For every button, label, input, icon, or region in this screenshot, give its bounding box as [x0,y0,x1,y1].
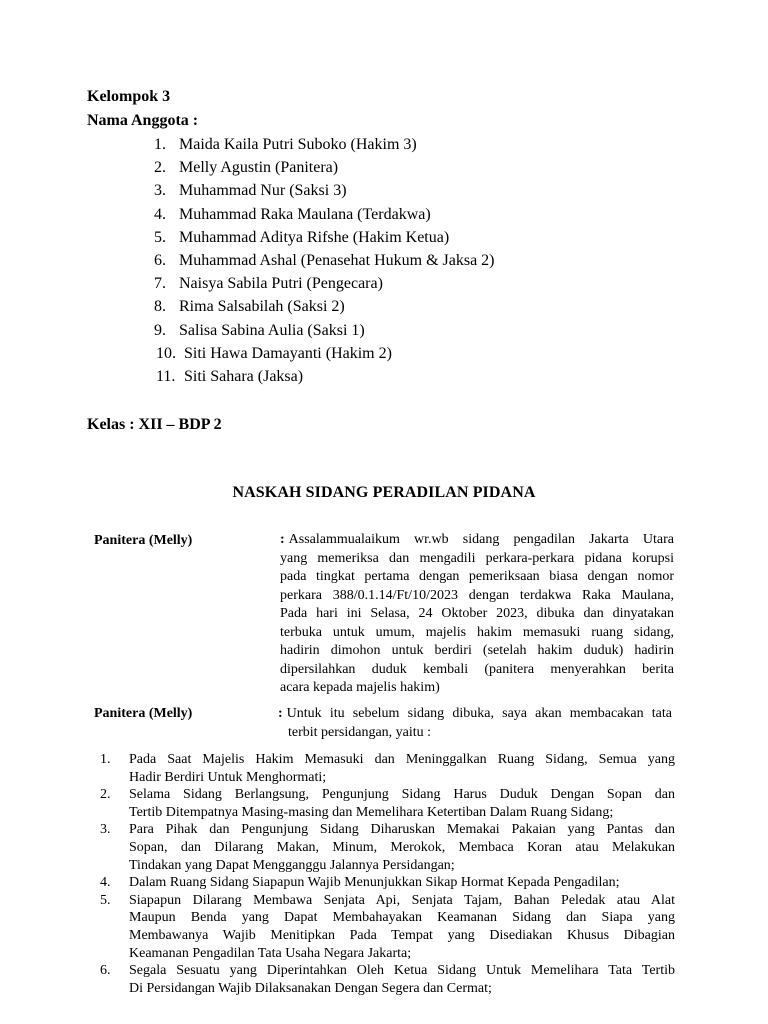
dialog-text [278,705,672,742]
member-name: Muhammad Raka Maulana (Terdakwa) [179,205,431,223]
list-item [100,874,675,892]
list-number: 8. [154,298,166,316]
list-item [156,365,495,388]
class-label: Kelas : XII – BDP 2 [87,416,222,433]
rule-line: Para Pihak dan Pengunjung Sidang Diharuskan Memakai Pakaian yang Pantas dan [129,822,675,838]
list-number: 5. [100,892,111,908]
dialog-line: hadirin dimohon untuk berdiri (setelah hakim duduk) hadirin [280,643,674,658]
rule-line: Dalam Ruang Sidang Siapapun Wajib Menunjukkan Sikap Hormat Kepada Pengadilan; [129,875,620,891]
rule-line: Selama Sidang Berlangsung, Pengunjung Sidang Harus Duduk Dengan Sopan dan [129,787,675,803]
rule-line: Di Persidangan Wajib Dilaksanakan Dengan Segera dan Cermat; [129,980,492,996]
list-number: 2. [154,159,166,177]
list-number: 6. [154,251,166,269]
dialog-line: acara kepada majelis hakim) [280,680,440,695]
list-item [154,249,495,272]
list-number: 1. [154,136,166,153]
dialog-line: terbuka untuk umum, majelis hakim memasuki ruang sidang, [280,624,674,640]
dialog-colon: : [278,706,283,721]
member-name: Muhammad Aditya Rifshe (Hakim Ketua) [179,228,450,246]
rules-list [100,751,675,997]
document-title: NASKAH SIDANG PERADILAN PIDANA [232,484,536,501]
member-name: Muhammad Nur (Saksi 3) [179,182,347,200]
dialog-line: Pada hari ini Selasa, 24 Oktober 2023, dibuka dan dinyatakan [280,606,674,621]
list-number: 3. [154,182,166,200]
list-number: 5. [154,228,166,246]
list-number: 6. [100,963,111,979]
list-number: 1. [100,752,111,767]
list-number: 2. [100,787,111,803]
dialog-line: pada tingkat pertama dengan pemeriksaan biasa dengan nomor [280,569,674,584]
dialog-text [280,531,674,698]
list-item [154,295,495,318]
list-item [154,226,495,249]
group-label: Kelompok 3 [87,88,171,105]
list-item [100,962,675,997]
rule-line: Hadir Berdiri Untuk Menghormati; [129,769,327,785]
list-item [100,821,675,874]
list-item [154,203,495,226]
members-label: Nama Anggota : [87,112,199,129]
dialog-colon: : [280,532,285,547]
member-list [154,133,495,388]
member-name: Salisa Sabina Aulia (Saksi 1) [179,321,365,339]
member-name: Siti Sahara (Jaksa) [184,367,304,385]
member-name: Muhammad Ashal (Penasehat Hukum & Jaksa 2) [179,251,495,269]
list-number: 3. [100,822,111,838]
list-item [154,156,495,179]
member-name: Rima Salsabilah (Saksi 2) [179,298,345,316]
list-item [154,272,495,295]
rule-line: Membawanya Wajib Menitipkan Pada Tempat yang Disediakan Khusus Dibagian [129,927,675,943]
speaker-label: Panitera (Melly) [94,533,193,548]
member-name: Maida Kaila Putri Suboko (Hakim 3) [179,136,417,153]
rule-line: Segala Sesuatu yang Diperintahkan Oleh Ketua Sidang Untuk Memelihara Tata Tertib [129,963,675,979]
speaker-label: Panitera (Melly) [94,706,193,721]
member-name: Melly Agustin (Panitera) [179,159,339,177]
rule-line: Maupun Benda yang Dapat Membahayakan Keamanan Sidang dan Siapa yang [129,910,675,926]
rule-line: Pada Saat Majelis Hakim Memasuki dan Meninggalkan Ruang Sidang, Semua yang [129,752,675,767]
dialog-line: terbit persidangan, yaitu : [288,724,432,740]
list-item [154,179,495,202]
list-item [156,342,495,365]
dialog-line: perkara 388/0.1.14/Ft/10/2023 dengan terdakwa Raka Maulana, [280,587,674,603]
rule-line: Keamanan Pengadilan Tata Usaha Negara Jakarta; [129,945,412,961]
list-number: 4. [100,875,111,891]
dialog-line: dipersilahkan duduk kembali (panitera menyerahkan berita [280,661,674,677]
list-number: 4. [154,205,166,223]
list-item [100,786,675,821]
rule-line: Siapapun Dilarang Membawa Senjata Api, Senjata Tajam, Bahan Peledak atau Alat [129,892,675,908]
dialog-line: Untuk itu sebelum sidang dibuka, saya akan membacakan tata [286,706,672,721]
rule-line: Sopan, dan Dilarang Makan, Minum, Merokok, Membaca Koran atau Melakukan [129,839,675,855]
dialog-line: Assalammualaikum wr.wb sidang pengadilan Jakarta Utara [288,532,674,547]
list-item [154,319,495,342]
list-item [100,892,675,962]
dialog-line: yang memeriksa dan mengadili perkara-perkara pidana korupsi [280,550,674,566]
list-number: 10. [156,344,176,362]
rule-line: Tertib Ditempatnya Masing-masing dan Memelihara Ketertiban Dalam Ruang Sidang; [129,804,614,820]
member-name: Siti Hawa Damayanti (Hakim 2) [184,344,392,362]
list-number: 9. [154,321,166,339]
rule-line: Tindakan yang Dapat Mengganggu Jalannya Persidangan; [129,857,455,873]
list-number: 11. [156,367,176,385]
list-item [100,751,675,786]
list-item [154,133,495,156]
list-number: 7. [154,275,166,293]
member-name: Naisya Sabila Putri (Pengecara) [179,275,383,293]
